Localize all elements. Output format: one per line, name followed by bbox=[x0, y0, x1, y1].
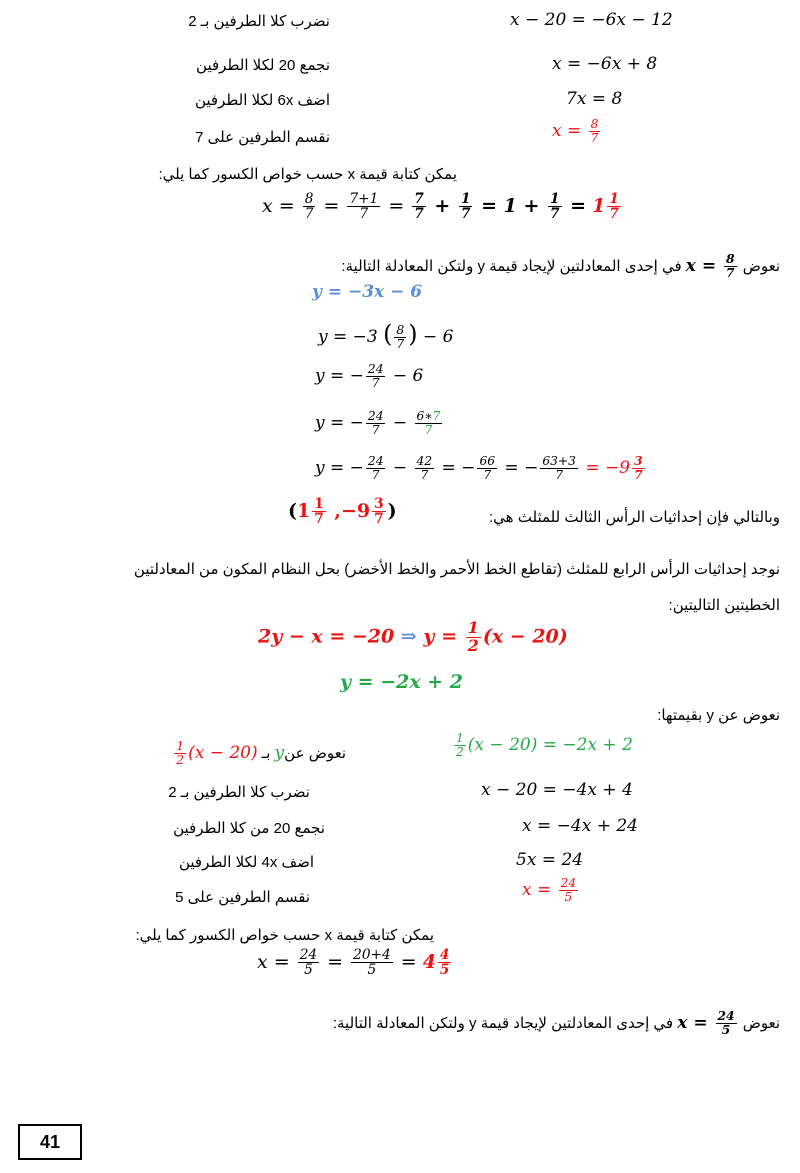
green-line-equation: y = −2x + 2 bbox=[340, 671, 464, 693]
y-step-5: y = − $\frac{24}{7}$ − $\frac{42}{7}$ = − $\frac{66}{7}$ = − $\frac{63+3}{7}$ = −9 $\frac{3}{7}$ bbox=[315, 454, 643, 482]
step-eq-1: x − 20 = −6x − 12 bbox=[510, 10, 673, 30]
step2-note-4: نقسم الطرفين على 5 bbox=[175, 889, 310, 906]
step2-note-2: نجمع 20 من كلا الطرفين bbox=[173, 820, 325, 837]
step2-note-1: نضرب كلا الطرفين بـ 2 bbox=[168, 784, 310, 801]
step2-eq-4: x = $\frac{24}{5}$ bbox=[522, 876, 577, 904]
fraction-note-2: يمكن كتابة قيمة x حسب خواص الكسور كما يلي: bbox=[135, 927, 434, 944]
step-eq-4: x = $\frac{8}{7}$ bbox=[552, 117, 599, 145]
step2-note-3: اضف 4x لكلا الطرفين bbox=[178, 854, 314, 871]
y-step-3: y = − $\frac{24}{7}$ − 6 bbox=[315, 362, 424, 390]
substitute-note-2: نعوض x = $\frac{24}{5}$ في إحدى المعادلتين لإيجاد قيمة y ولتكن المعادلة التالية: bbox=[332, 1009, 780, 1037]
step-note-1: نضرب كلا الطرفين بـ 2 bbox=[188, 13, 330, 30]
step-note-4: نقسم الطرفين على 7 bbox=[195, 129, 330, 146]
y-step-2: y = −3 ( $\frac{8}{7}$ ) − 6 bbox=[318, 320, 454, 351]
vertex-3-coordinates: (1 $\frac{1}{7}$ ,−9 $\frac{3}{7}$ ) bbox=[288, 496, 397, 528]
substitute-y-note: نعوض عن y بقيمتها: bbox=[657, 707, 780, 724]
fraction-chain-1: x = $\frac{8}{7}$ = $\frac{7+1}{7}$ = $\frac{7}{7}$ + $\frac{1}{7}$ = 1 + $\frac{1}{7}$ = 1 $\frac{1}{7}$ bbox=[262, 191, 619, 223]
y-equation-blue: y = −3x − 6 bbox=[312, 282, 423, 302]
row1-equation: $\frac{1}{2}$ (x − 20) = −2x + 2 bbox=[456, 731, 633, 759]
step2-eq-3: 5x = 24 bbox=[516, 850, 584, 870]
intro-line-2: الخطيتين التاليتين: bbox=[668, 597, 780, 614]
page-number: 41 bbox=[18, 1124, 82, 1160]
step-note-3: اضف 6x لكلا الطرفين bbox=[194, 92, 330, 109]
row1-note: نعوض عنy بـ $\frac{1}{2}$ (x − 20) bbox=[176, 739, 346, 767]
step2-eq-1: x − 20 = −4x + 4 bbox=[481, 780, 633, 800]
red-line-equation: 2y − x = −20 ⇒ y = $\frac{1}{2}$ (x − 20) bbox=[258, 618, 568, 655]
step-eq-3: 7x = 8 bbox=[566, 89, 623, 109]
step-note-2: نجمع 20 لكلا الطرفين bbox=[196, 57, 330, 74]
fraction-note-1: يمكن كتابة قيمة x حسب خواص الكسور كما يلي: bbox=[158, 166, 457, 183]
fraction-chain-2: x = $\frac{24}{5}$ = $\frac{20+4}{5}$ = 4 $\frac{4}{5}$ bbox=[257, 947, 450, 979]
step2-eq-2: x = −4x + 24 bbox=[522, 816, 638, 836]
y-step-4: y = − $\frac{24}{7}$ − $\frac{6∗7}{7}$ bbox=[315, 409, 441, 437]
step-eq-2: x = −6x + 8 bbox=[552, 54, 658, 74]
substitute-note-1: نعوض x = $\frac{8}{7}$ في إحدى المعادلتين لإيجاد قيمة y ولتكن المعادلة التالية: bbox=[341, 252, 780, 280]
intro-line-1: نوجد إحداثيات الرأس الرابع للمثلث (تقاطع الخط الأحمر والخط الأخضر) بحل النظام المكون من المعادلتين bbox=[133, 561, 780, 578]
vertex-note: وبالتالي فإن إحداثيات الرأس الثالث للمثلث هي: bbox=[489, 509, 780, 526]
